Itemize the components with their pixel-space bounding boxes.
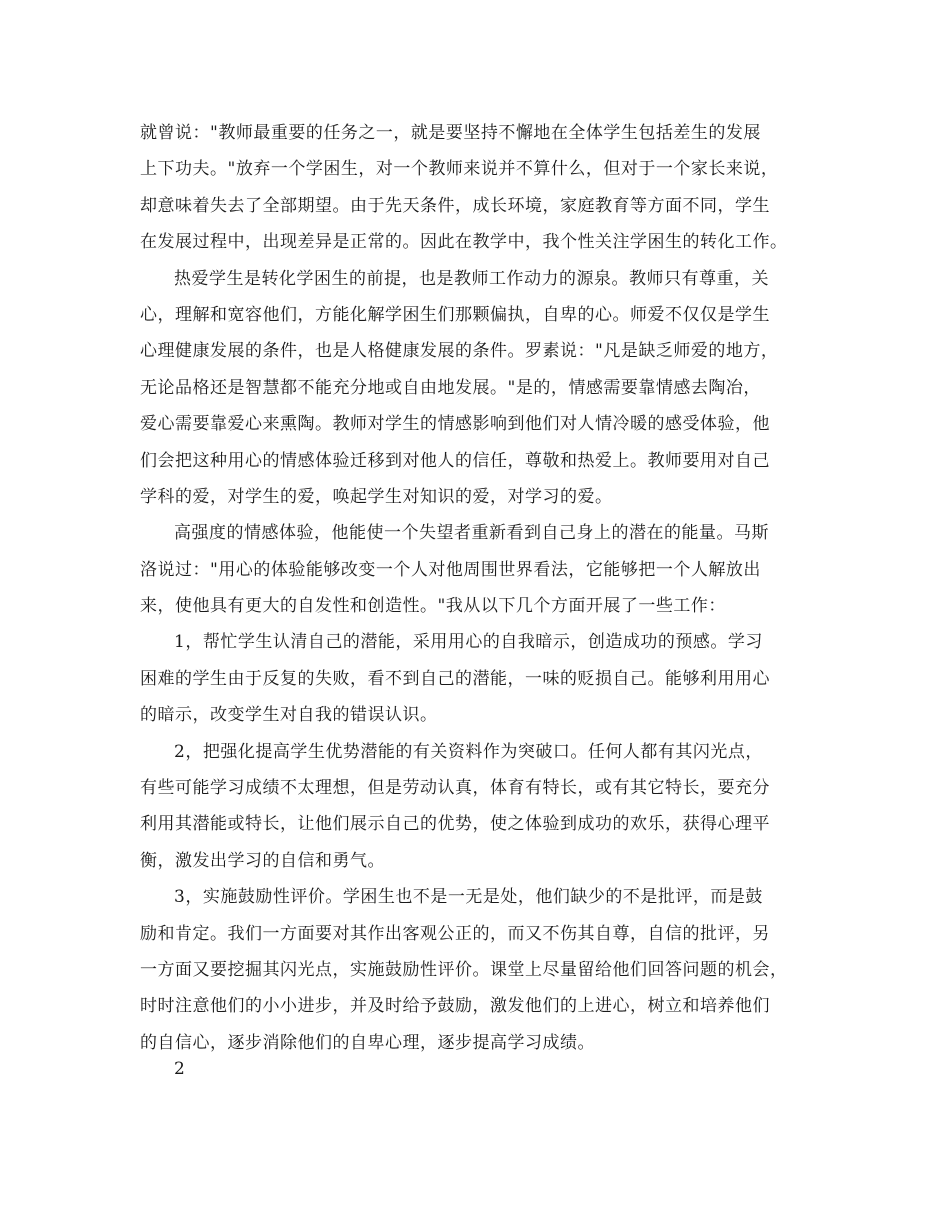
text-line: 的自信心，逐步消除他们的自卑心理，逐步提高学习成绩。 (140, 1032, 595, 1053)
text-line: 心，理解和宽容他们，方能化解学困生们那颗偏执，自卑的心。师爱不仅仅是学生 (140, 304, 770, 325)
text-line: 无论品格还是智慧都不能充分地或自由地发展。"是的，情感需要靠情感去陶冶， (140, 377, 761, 398)
text-line: 却意味着失去了全部期望。由于先天条件，成长环境，家庭教育等方面不同，学生 (140, 195, 770, 216)
text-line: 有些可能学习成绩不太理想，但是劳动认真，体育有特长，或有其它特长，要充分 (140, 778, 770, 799)
text-line: 来，使他具有更大的自发性和创造性。"我从以下几个方面开展了一些工作： (140, 596, 726, 617)
text-line: 洛说过："用心的体验能够改变一个人对他周围世界看法，它能够把一个人解放出 (140, 559, 761, 580)
text-line: 1，帮忙学生认清自己的潜能，采用用心的自我暗示，创造成功的预感。学习 (174, 632, 763, 653)
text-line: 励和肯定。我们一方面要对其作出客观公正的，而又不伤其自尊，自信的批评，另 (140, 923, 770, 944)
text-line: 一方面又要挖掘其闪光点，实施鼓励性评价。课堂上尽量留给他们回答问题的机会， (140, 959, 788, 980)
text-line: 们会把这种用心的情感体验迁移到对他人的信任，尊敬和热爱上。教师要用对自己 (140, 450, 770, 471)
text-line: 在发展过程中，出现差异是正常的。因此在教学中，我个性关注学困生的转化工作。 (140, 232, 788, 253)
page-number: 2 (174, 1059, 185, 1079)
text-line: 时时注意他们的小小进步，并及时给予鼓励，激发他们的上进心，树立和培养他们 (140, 996, 770, 1017)
text-line: 热爱学生是转化学困生的前提，也是教师工作动力的源泉。教师只有尊重，关 (174, 268, 769, 289)
text-line: 的暗示，改变学生对自我的错误认识。 (140, 705, 438, 726)
text-line: 爱心需要靠爱心来熏陶。教师对学生的情感影响到他们对人情冷暖的感受体验，他 (140, 414, 770, 435)
text-line: 2，把强化提高学生优势潜能的有关资料作为突破口。任何人都有其闪光点， (174, 741, 763, 762)
text-line: 就曾说："教师最重要的任务之一，就是要坚持不懈地在全体学生包括差生的发展 (140, 123, 761, 143)
text-line: 3，实施鼓励性评价。学困生也不是一无是处，他们缺少的不是批评，而是鼓 (174, 887, 763, 908)
body-text (140, 115, 830, 1061)
text-line: 困难的学生由于反复的失败，看不到自己的潜能，一味的贬损自己。能够利用用心 (140, 668, 770, 689)
text-line: 利用其潜能或特长，让他们展示自己的优势，使之体验到成功的欢乐，获得心理平 (140, 814, 770, 835)
text-line: 高强度的情感体验，他能使一个失望者重新看到自己身上的潜在的能量。马斯 (174, 523, 769, 544)
text-line: 学科的爱，对学生的爱，唤起学生对知识的爱，对学习的爱。 (140, 486, 613, 507)
text-line: 心理健康发展的条件，也是人格健康发展的条件。罗素说："凡是缺乏师爱的地方， (140, 341, 779, 362)
text-line: 衡，激发出学习的自信和勇气。 (140, 850, 385, 871)
text-line: 上下功夫。"放弃一个学困生，对一个教师来说并不算什么，但对于一个家长来说， (140, 159, 779, 180)
